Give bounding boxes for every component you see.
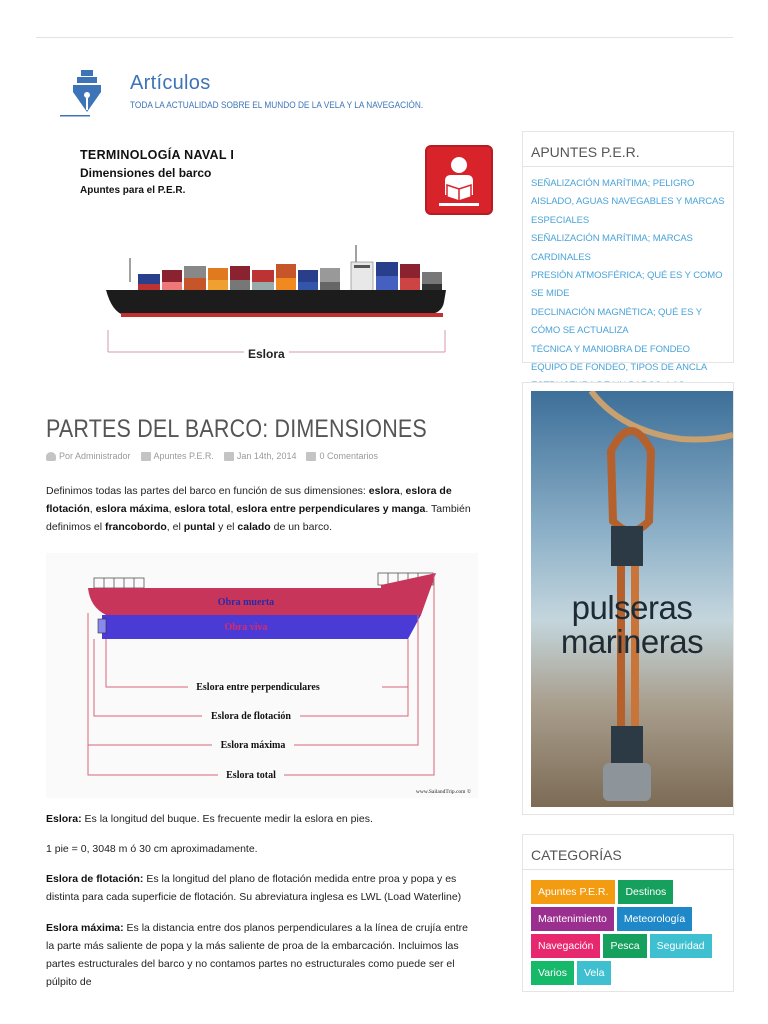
paragraph-eslora-flotacion: Eslora de flotación: Es la longitud del plano de flotación medida entre proa y popa y es distinta para cada superficie de flotación. Su abreviatura inglesa es LWL (Load Waterline) <box>46 873 462 903</box>
category-tag[interactable]: Destinos <box>618 880 673 904</box>
site-tagline: TODA LA ACTUALIDAD SOBRE EL MUNDO DE LA VELA Y LA NAVEGACIÓN. <box>130 100 424 110</box>
obra-muerta-label: Obra muerta <box>217 597 275 608</box>
category-tag[interactable]: Meteorología <box>617 907 692 931</box>
category-tag[interactable]: Varios <box>531 961 574 985</box>
dimension-label: Eslora de flotación <box>211 711 291 722</box>
post-author-text: Por Administrador <box>59 451 131 461</box>
post-comments[interactable] <box>306 451 378 461</box>
obra-viva-label: Obra viva <box>224 622 268 633</box>
paragraph-eslora: Eslora: Es la longitud del buque. Es frecuente medir la eslora en pies. <box>46 813 373 825</box>
sidebar-link[interactable]: SEÑALIZACIÓN MARÍTIMA; MARCAS CARDINALES <box>531 233 693 263</box>
category-tag[interactable]: Apuntes P.E.R. <box>531 880 615 904</box>
category-tag[interactable]: Vela <box>577 961 611 985</box>
comment-icon <box>306 452 316 461</box>
sidebar-link[interactable]: TÉCNICA Y MANIOBRA DE FONDEO <box>531 343 690 355</box>
site-title[interactable]: Artículos <box>130 72 211 94</box>
paragraph-pie: 1 pie = 0, 3048 m ó 30 cm aproximadamente. <box>46 843 258 855</box>
user-icon <box>46 452 56 461</box>
diagram-credit: www.SailandTrip.com © <box>415 789 471 795</box>
category-tag[interactable]: Pesca <box>603 934 646 958</box>
dimension-label: Eslora total <box>226 770 276 781</box>
sidebar-categories-heading: CATEGORÍAS <box>523 835 733 870</box>
banner-caption: Apuntes para el P.E.R. <box>80 185 186 196</box>
post-category[interactable] <box>141 451 214 461</box>
category-tag-cloud <box>523 870 733 993</box>
post-intro: Definimos todas las partes del barco en función de sus dimensiones: eslora, eslora de flotación, eslora máxima, eslora total, eslora entre perpendiculares y manga. También definimos el francobordo, el puntal y el calado de un barco. <box>46 485 471 533</box>
folder-icon <box>141 452 151 461</box>
banner-subtitle: Dimensiones del barco <box>80 166 212 180</box>
sidebar-link[interactable]: DECLINACIÓN MAGNÉTICA; QUÉ ES Y CÓMO SE ACTUALIZA <box>531 306 702 337</box>
sidebar-link[interactable]: PRESIÓN ATMOSFÉRICA; QUÉ ES Y COMO SE MIDE <box>531 270 723 300</box>
container-ship-illustration <box>106 240 451 360</box>
top-divider <box>36 37 733 38</box>
pulseras-marineras-ad[interactable] <box>531 391 733 807</box>
ad-text-line1: pulseras <box>571 589 693 626</box>
banner-eslora-label: Eslora <box>244 347 289 361</box>
sidebar-link[interactable]: EQUIPO DE FONDEO, TIPOS DE ANCLA <box>531 362 708 374</box>
dimension-label: Eslora entre perpendiculares <box>196 682 320 693</box>
paragraph-eslora-maxima: Eslora máxima: Es la distancia entre dos planos perpendiculares a la línea de crujía entre la parte más saliente de popa y la más saliente de proa de la embarcación. Incluimos las partes estructurales del barco y no contamos partes no estructurales como puede ser el púlpito de <box>46 922 469 988</box>
category-tag[interactable]: Navegación <box>531 934 600 958</box>
dimension-label: Eslora máxima <box>220 740 286 751</box>
post-date-text: Jan 14th, 2014 <box>236 451 297 461</box>
post-meta <box>46 451 378 461</box>
sidebar-link[interactable]: SEÑALIZACIÓN MARÍTIMA; PELIGRO AISLADO, AGUAS NAVEGABLES Y MARCAS ESPECIALES <box>531 178 725 226</box>
post-title[interactable]: PARTES DEL BARCO: DIMENSIONES <box>46 415 427 443</box>
calendar-icon <box>224 452 234 461</box>
post-category-text: Apuntes P.E.R. <box>153 451 214 461</box>
sidebar-per-widget <box>522 131 734 374</box>
sidebar-per-heading: APUNTES P.E.R. <box>523 132 733 167</box>
banner-title: TERMINOLOGÍA NAVAL I <box>80 148 235 162</box>
sidebar-categories-widget <box>522 834 734 992</box>
post-date <box>224 451 297 461</box>
reading-person-icon <box>425 145 493 215</box>
ad-text-line2: marineras <box>560 623 704 660</box>
post-banner-image <box>46 135 508 370</box>
category-tag[interactable]: Mantenimiento <box>531 907 614 931</box>
post-author[interactable] <box>46 451 131 461</box>
category-tag[interactable]: Seguridad <box>650 934 712 958</box>
post-comments-text: 0 Comentarios <box>319 451 378 461</box>
pen-nib-logo-icon[interactable] <box>60 68 115 118</box>
ship-dimensions-diagram <box>46 553 478 798</box>
